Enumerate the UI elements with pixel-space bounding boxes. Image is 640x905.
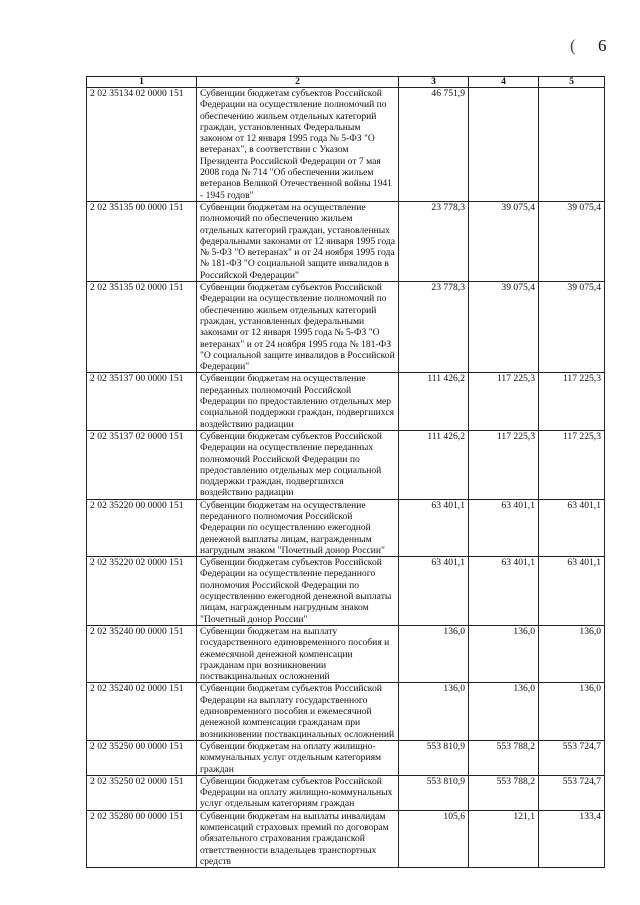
row-value-col3: 111 426,2	[399, 373, 469, 430]
page-number: 6	[598, 36, 607, 55]
row-value-col4: 136,0	[469, 683, 539, 740]
table-row	[87, 557, 605, 626]
row-code: 2 02 35280 00 0000 151	[87, 810, 197, 867]
row-value-col4: 39 075,4	[469, 282, 539, 373]
row-description: Субвенции бюджетам на осуществление переданного полномочия Российской Федерации по осуществлению ежегодной денежной выплаты лицам, награжденным нагрудным знаком "Почетный донор России"	[197, 499, 399, 556]
row-value-col4: 39 075,4	[469, 201, 539, 281]
table-row	[87, 201, 605, 281]
page-mark: (	[570, 36, 576, 55]
row-code: 2 02 35135 02 0000 151	[87, 282, 197, 373]
row-value-col3: 63 401,1	[399, 499, 469, 556]
row-value-col4: 136,0	[469, 625, 539, 682]
row-value-col5: 63 401,1	[539, 499, 605, 556]
row-value-col5: 136,0	[539, 683, 605, 740]
row-value-col4: 117 225,3	[469, 430, 539, 499]
budget-table	[86, 76, 605, 868]
row-value-col5: 133,4	[539, 810, 605, 867]
row-code: 2 02 35240 02 0000 151	[87, 683, 197, 740]
row-description: Субвенции бюджетам субъектов Российской Федерации на осуществление переданных полномочий Российской Федерации по предоставлению отдельных мер социальной поддержки граждан, подвергшихся воздействию радиации	[197, 430, 399, 499]
row-value-col5: 117 225,3	[539, 430, 605, 499]
header-col-1: 1	[87, 77, 197, 88]
row-code: 2 02 35137 02 0000 151	[87, 430, 197, 499]
row-value-col3: 136,0	[399, 625, 469, 682]
row-value-col3: 553 810,9	[399, 740, 469, 775]
row-description: Субвенции бюджетам на осуществление полномочий по обеспечению жильем отдельных категорий граждан, установленных федеральными законами от 12 января 1995 года № 5-ФЗ "О ветеранах" и от 24 ноября 1995 года № 181-ФЗ "О социальной защите инвалидов в Российской Федерации"	[197, 201, 399, 281]
table-row	[87, 499, 605, 556]
row-description: Субвенции бюджетам на выплату государственного единовременного пособия и ежемесячной денежной компенсации гражданам при возникновении поствакцинальных осложнений	[197, 625, 399, 682]
table-row	[87, 810, 605, 867]
row-value-col3: 105,6	[399, 810, 469, 867]
row-value-col5: 136,0	[539, 625, 605, 682]
row-code: 2 02 35240 00 0000 151	[87, 625, 197, 682]
header-col-2: 2	[197, 77, 399, 88]
row-value-col4: 63 401,1	[469, 499, 539, 556]
row-value-col3: 553 810,9	[399, 775, 469, 810]
table-row	[87, 740, 605, 775]
row-description: Субвенции бюджетам субъектов Российской Федерации на выплату государственного единовременного пособия и ежемесячной денежной компенсации гражданам при возникновении поствакцинальных осложнений	[197, 683, 399, 740]
table-row	[87, 683, 605, 740]
row-value-col4: 117 225,3	[469, 373, 539, 430]
row-value-col4: 121,1	[469, 810, 539, 867]
row-description: Субвенции бюджетам субъектов Российской Федерации на осуществление полномочий по обеспечению жильем отдельных категорий граждан, установленных федеральными законами от 12 января 1995 года № 5-ФЗ "О ветеранах" и от 24 ноября 1995 года № 181-ФЗ "О социальной защите инвалидов в Российской Федерации"	[197, 282, 399, 373]
table-row	[87, 373, 605, 430]
row-value-col5: 117 225,3	[539, 373, 605, 430]
row-value-col4	[469, 88, 539, 202]
row-value-col5	[539, 88, 605, 202]
table-row	[87, 625, 605, 682]
row-value-col3: 46 751,9	[399, 88, 469, 202]
table-row	[87, 88, 605, 202]
row-description: Субвенции бюджетам субъектов Российской Федерации на оплату жилищно-коммунальных услуг отдельным категориям граждан	[197, 775, 399, 810]
row-value-col4: 553 788,2	[469, 740, 539, 775]
row-value-col3: 136,0	[399, 683, 469, 740]
row-value-col3: 23 778,3	[399, 201, 469, 281]
row-code: 2 02 35220 02 0000 151	[87, 557, 197, 626]
row-value-col4: 553 788,2	[469, 775, 539, 810]
row-description: Субвенции бюджетам субъектов Российской Федерации на осуществление переданного полномочия Российской Федерации по осуществлению ежегодной денежной выплаты лицам, награжденным нагрудным знаком "Почетный донор России"	[197, 557, 399, 626]
table-body	[87, 88, 605, 868]
row-description: Субвенции бюджетам на выплаты инвалидам компенсаций страховых премий по договорам обязательного страхования гражданской ответственности владельцев транспортных средств	[197, 810, 399, 867]
row-description: Субвенции бюджетам на осуществление переданных полномочий Российской Федерации по предоставлению отдельных мер социальной поддержки граждан, подвергшихся воздействию радиации	[197, 373, 399, 430]
row-value-col5: 553 724,7	[539, 775, 605, 810]
row-code: 2 02 35135 00 0000 151	[87, 201, 197, 281]
header-col-4: 4	[469, 77, 539, 88]
row-value-col5: 553 724,7	[539, 740, 605, 775]
row-code: 2 02 35220 00 0000 151	[87, 499, 197, 556]
table-row	[87, 282, 605, 373]
row-description: Субвенции бюджетам субъектов Российской Федерации на осуществление полномочий по обеспечению жильем отдельных категорий граждан, установленных Федеральным законом от 12 января 1995 года № 5-ФЗ "О ветеранах", в соответствии с Указом Президента Российской Федерации от 7 мая 2008 года № 714 "Об обеспечении жильем ветеранов Великой Отечественной войны 1941 - 1945 годов"	[197, 88, 399, 202]
row-code: 2 02 35137 00 0000 151	[87, 373, 197, 430]
row-code: 2 02 35250 02 0000 151	[87, 775, 197, 810]
row-value-col4: 63 401,1	[469, 557, 539, 626]
row-description: Субвенции бюджетам на оплату жилищно-коммунальных услуг отдельным категориям граждан	[197, 740, 399, 775]
table-row	[87, 775, 605, 810]
row-code: 2 02 35250 00 0000 151	[87, 740, 197, 775]
header-col-5: 5	[539, 77, 605, 88]
row-value-col5: 39 075,4	[539, 201, 605, 281]
row-value-col3: 111 426,2	[399, 430, 469, 499]
table-header-row	[87, 77, 605, 88]
row-value-col3: 23 778,3	[399, 282, 469, 373]
table-row	[87, 430, 605, 499]
row-value-col5: 39 075,4	[539, 282, 605, 373]
row-value-col5: 63 401,1	[539, 557, 605, 626]
row-value-col3: 63 401,1	[399, 557, 469, 626]
row-code: 2 02 35134 02 0000 151	[87, 88, 197, 202]
header-col-3: 3	[399, 77, 469, 88]
